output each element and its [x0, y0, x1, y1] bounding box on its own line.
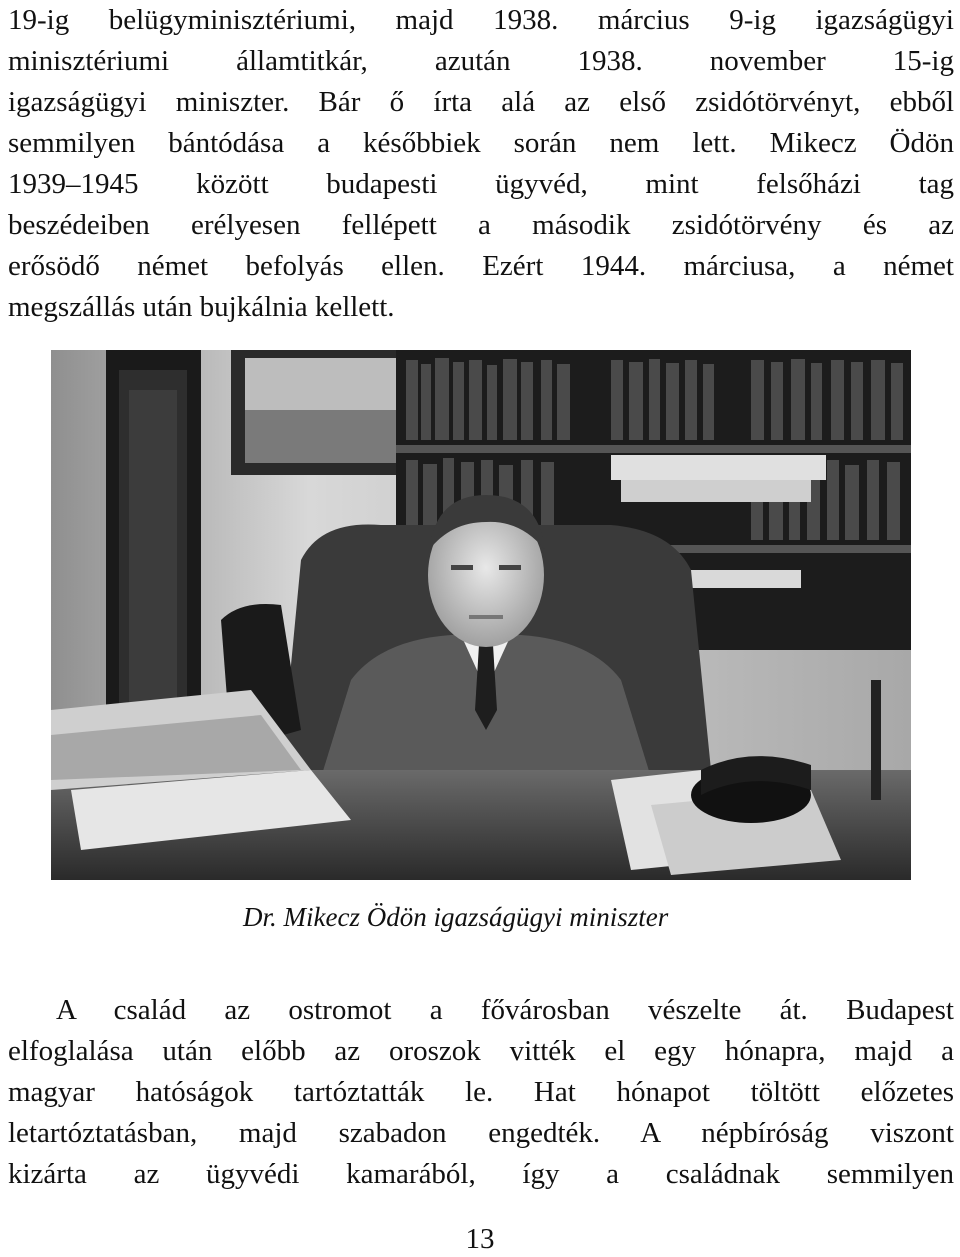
text-line: 19-ig belügyminisztériumi, majd 1938. március 9-ig igazságügyi — [8, 4, 954, 36]
text-line: A család az ostromot a fővárosban vészelte át. Budapest — [56, 994, 954, 1026]
text-line: megszállás után bujkálnia kellett. — [8, 291, 395, 323]
body-paragraph-top — [8, 0, 954, 328]
portrait-photo — [51, 350, 911, 880]
text-line: elfoglalása után előbb az oroszok vitték el egy hónapra, majd a — [8, 1035, 954, 1067]
text-line: letartóztatásban, majd szabadon engedték. A népbíróság viszont — [8, 1117, 954, 1149]
text-line: minisztériumi államtitkár, azután 1938. november 15-ig — [8, 45, 954, 77]
page-number: 13 — [465, 1223, 495, 1255]
body-paragraph-bottom — [8, 990, 954, 1195]
text-line: magyar hatóságok tartóztatták le. Hat hónapot töltött előzetes — [8, 1076, 954, 1108]
text-line: kizárta az ügyvédi kamarából, így a családnak semmilyen — [8, 1158, 954, 1190]
text-line: erősödő német befolyás ellen. Ezért 1944. márciusa, a német — [8, 250, 954, 282]
text-line: igazságügyi miniszter. Bár ő írta alá az első zsidótörvényt, ebből — [8, 86, 954, 118]
text-line: semmilyen bántódása a későbbiek során nem lett. Mikecz Ödön — [8, 127, 954, 159]
text-line: 1939–1945 között budapesti ügyvéd, mint felsőházi tag — [8, 168, 954, 200]
text-line: beszédeiben erélyesen fellépett a második zsidótörvény és az — [8, 209, 954, 241]
photo-caption: Dr. Mikecz Ödön igazságügyi miniszter — [243, 902, 669, 932]
